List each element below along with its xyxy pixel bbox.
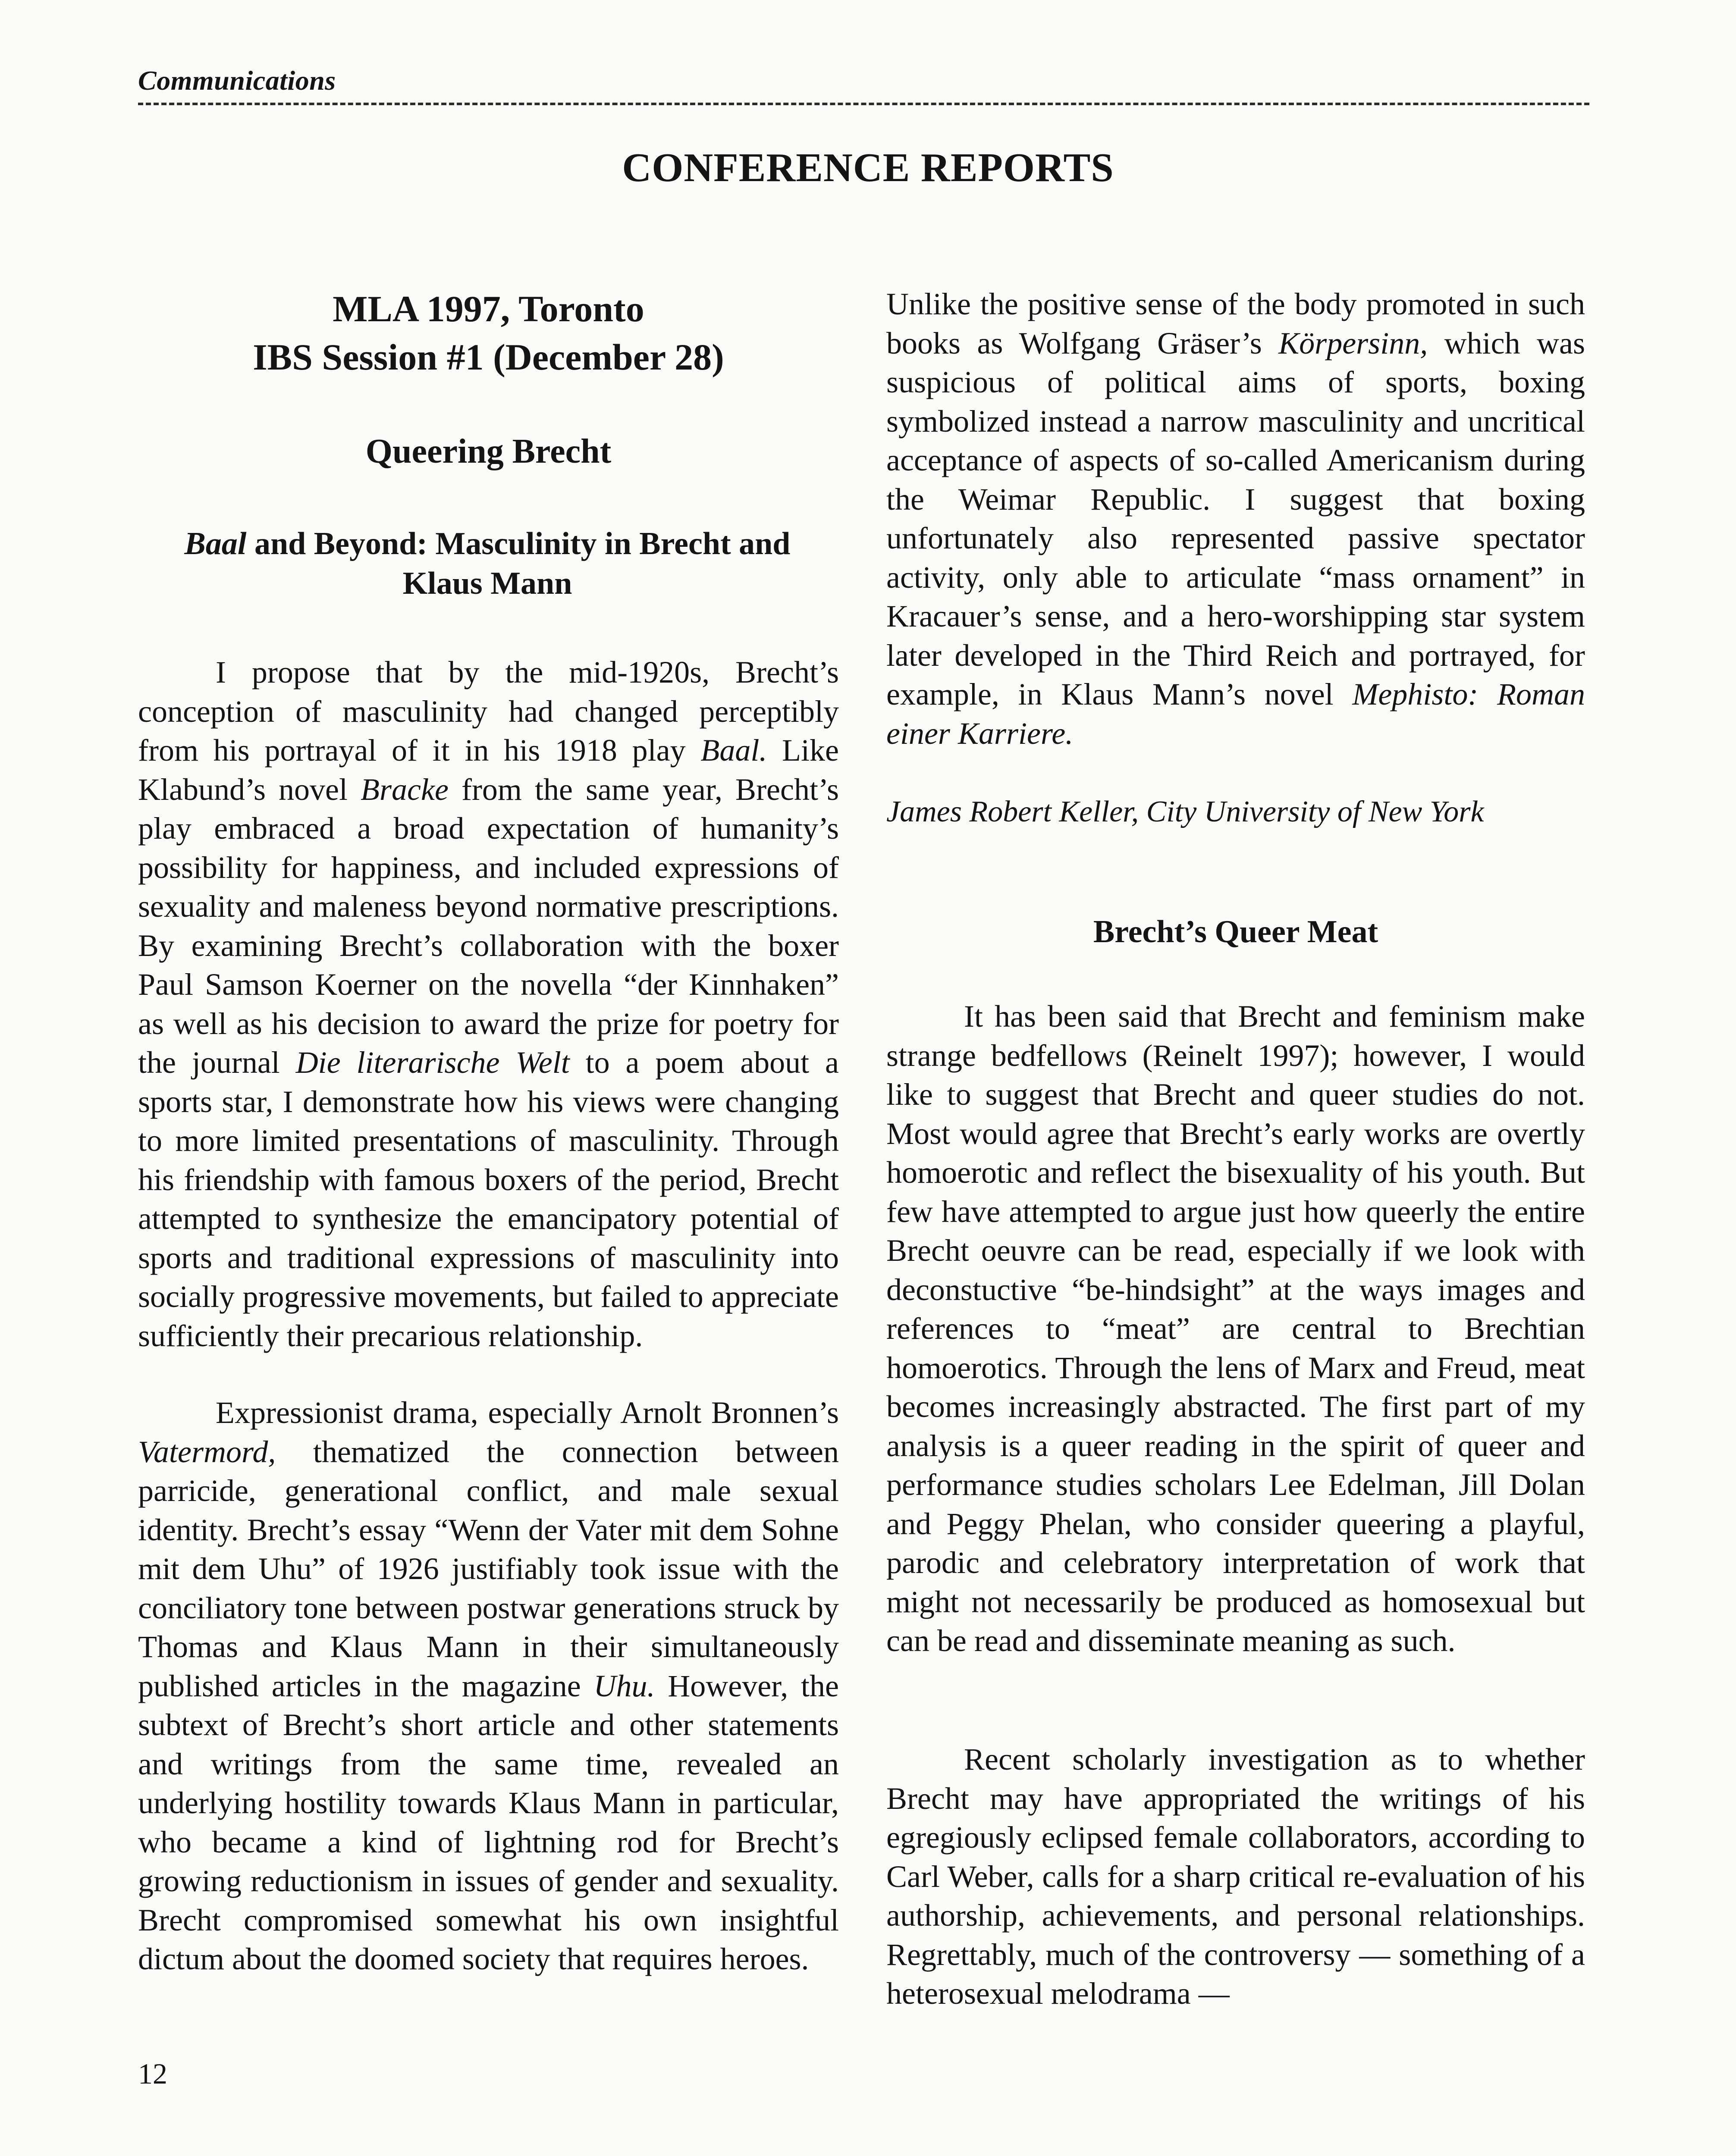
paper1-title-rest: and Beyond: Masculinity in Brecht and Klaus Mann xyxy=(246,526,791,601)
play-title-baal: Baal. xyxy=(700,733,767,768)
paper1-paragraph-3 xyxy=(886,285,1585,753)
text-run: However, the subtext of Brecht’s short article and other statements and writings from the same time, revealed an underlying hostility towards Klaus Mann in particular, who became a kind of lightning rod for Brecht’s growing reductionism in issues of gender and sexuality. Brecht compromised somewhat his own insightful dictum about the doomed society that requires heroes. xyxy=(138,1668,839,1976)
text-run: Unlike the positive sense of the body promoted in such books as Wolfgang Gräser’s xyxy=(886,287,1585,360)
text-run: Like Klabund’s novel xyxy=(138,733,839,807)
magazine-title-uhu: Uhu. xyxy=(593,1668,655,1703)
paper1-author: James Robert Keller, City University of New York xyxy=(886,795,1484,828)
paper1-title xyxy=(142,524,832,603)
paper2-paragraph-2: Recent scholarly investigation as to whether Brecht may have appropriated the writings of his egregiously eclipsed female collaborators, according to Carl Weber, calls for a sharp critical re-evaluation of his authorship, achievements, and personal relationships. Regrettably, much of the controversy — something of a heterosexual melodrama — xyxy=(886,1742,1585,2011)
novel-title-mephisto: Mephisto: Roman einer Karriere. xyxy=(886,677,1585,751)
text-run: I propose that by the mid-1920s, Brecht’s conception of masculinity had changed perceptibly from his portrayal of it in his 1918 play xyxy=(138,655,839,768)
play-title-vatermord: Vatermord, xyxy=(138,1434,276,1469)
text-run: to a poem about a sports star, I demonstrate how his views were changing to more limited presentations of masculinity. Through his friendship with famous boxers of the period, Brecht attempted to synthesize the emancipatory potential of sports and traditional expressions of masculinity into socially progressive movements, but failed to appreciate sufficiently their precarious relationship. xyxy=(138,1045,839,1353)
header-rule xyxy=(138,103,1589,105)
paper2-paragraph-1: It has been said that Brecht and feminism make strange bedfellows (Reinelt 1997); however, I would like to suggest that Brecht and queer studies do not. Most would agree that Brecht’s early works are overtly homoerotic and reflect the bisexuality of his youth. But few have attempted to argue just how queerly the entire Brecht oeuvre can be read, especially if we look with deconstuctive “be-hindsight” at the ways images and references to “meat” are central to Brechtian homoerotics. Through the lens of Marx and Freud, meat becomes increasingly abstracted. The first part of my analysis is a queer reading in the spirit of queer and performance studies scholars Lee Edelman, Jill Dolan and Peggy Phelan, who consider queering a playful, parodic and celebratory interpretation of work that might not necessarily be produced as homosexual but can be read and disseminate meaning as such. xyxy=(886,999,1585,1658)
text-run: thematized the connection between parricide, generational conflict, and male sexual identity. Brecht’s essay “Wenn der Vater mit dem Sohne mit dem Uhu” of 1926 justifiably took issue with the conciliatory tone between postwar generations struck by Thomas and Klaus Mann in their simultaneously published articles in the magazine xyxy=(138,1434,839,1703)
text-run: Expressionist drama, especially Arnolt Bronnen’s xyxy=(216,1395,839,1430)
paper2-title: Brecht’s Queer Meat xyxy=(1093,914,1378,950)
paper1-paragraph-2 xyxy=(138,1393,839,1979)
text-run: which was suspicious of political aims of sports, boxing symbolized instead a narrow masculinity and uncritical acceptance of aspects of so-called Americanism during the Weimar Republic. I suggest that boxing unfortunately also represented passive spectator activity, only able to articulate “mass ornament” in Kracauer’s sense, and a hero-worshipping star system later developed in the Third Reich and portrayed, for example, in Klaus Mann’s novel xyxy=(886,326,1585,711)
session-heading-line1: MLA 1997, Toronto xyxy=(333,288,644,329)
section-title: CONFERENCE REPORTS xyxy=(622,145,1114,190)
running-head: Communications xyxy=(138,65,336,96)
page-number: 12 xyxy=(138,2057,167,2090)
paper1-title-italic: Baal xyxy=(184,526,247,561)
session-heading-line2: IBS Session #1 (December 28) xyxy=(253,336,724,378)
journal-title: Die literarische Welt xyxy=(295,1045,570,1080)
text-run: from the same year, Brecht’s play embraced a broad expectation of humanity’s possibility for happiness, and included expressions of sexuality and maleness beyond normative prescriptions. By examining Brecht’s collaboration with the boxer Paul Samson Koerner on the novella “der Kinnhaken” as well as his decision to award the prize for poetry for the journal xyxy=(138,772,839,1080)
session-theme: Queering Brecht xyxy=(365,432,612,470)
book-title-koerpersinn: Körpersinn, xyxy=(1278,326,1428,360)
novel-title-bracke: Bracke xyxy=(361,772,449,807)
paper1-paragraph-1 xyxy=(138,653,839,1355)
